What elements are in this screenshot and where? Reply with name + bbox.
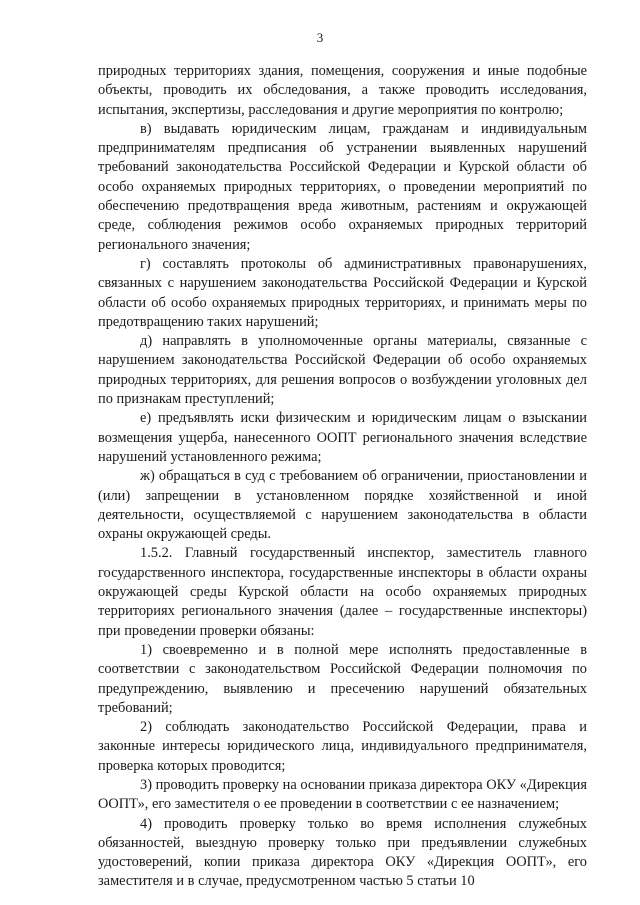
paragraph-item-e: е) предъявлять иски физическим и юридическим лицам о взыскании возмещения ущерба, нанесенного ООПТ регионального значения вследствие нарушений установленного режима; <box>98 410 587 465</box>
paragraph-section-1-5-2: 1.5.2. Главный государственный инспектор, заместитель главного государственного инспектора, государственные инспекторы в области охраны окружающей среды Курской области на особо охраняемых природных территориях регионального значения (далее – государственные инспекторы) при проведении проверки обязаны: <box>98 545 587 639</box>
paragraph-item-1: 1) своевременно и в полной мере исполнять предоставленные в соответствии с законодательством Российской Федерации полномочия по предупреждению, выявлению и пресечению нарушений обязательных требований; <box>98 641 587 716</box>
paragraph-item-d: д) направлять в уполномоченные органы материалы, связанные с нарушением законодательства Российской Федерации об особо охраняемых природных территориях, для решения вопросов о возбуждении уголовных дел по признакам преступлений; <box>98 333 587 408</box>
paragraph-item-3: 3) проводить проверку на основании приказа директора ОКУ «Дирекция ООПТ», его заместителя о ее проведении в соответствии с ее назначением; <box>98 776 587 813</box>
paragraph-item-v: в) выдавать юридическим лицам, гражданам и индивидуальным предпринимателям предписания об устранении выявленных нарушений требований законодательства Российской Федерации и Курской области об особо охраняемых природных территориях, о проведении мероприятий по обеспечению предотвращения вреда животным, растениям и окружающей среде, соблюдения режимов особо охраняемых природных территорий регионального значения; <box>98 120 587 253</box>
paragraph-item-zh: ж) обращаться в суд с требованием об ограничении, приостановлении и (или) запрещении в установленном порядке хозяйственной и иной деятельности, осуществляемой с нарушением законодательства в области охраны окружающей среды. <box>98 468 587 543</box>
document-body <box>98 62 587 892</box>
paragraph-item-g: г) составлять протоколы об административных правонарушениях, связанных с нарушением законодательства Российской Федерации и Курской области об особо охраняемых природных территориях, и принимать меры по предотвращению таких нарушений; <box>98 255 587 330</box>
paragraph-continuation: природных территориях здания, помещения, сооружения и иные подобные объекты, проводить их обследования, а также проводить исследования, испытания, экспертизы, расследования и другие мероприятия по контролю; <box>98 63 587 118</box>
page-number: 3 <box>316 30 324 45</box>
paragraph-item-4: 4) проводить проверку только во время исполнения служебных обязанностей, выездную проверку только при предъявлении служебных удостоверений, копии приказа директора ОКУ «Дирекция ООПТ», его заместителя и в случае, предусмотренном частью 5 статьи 10 <box>98 815 587 890</box>
paragraph-item-2: 2) соблюдать законодательство Российской Федерации, права и законные интересы юридического лица, индивидуального предпринимателя, проверка которых проводится; <box>98 719 587 774</box>
